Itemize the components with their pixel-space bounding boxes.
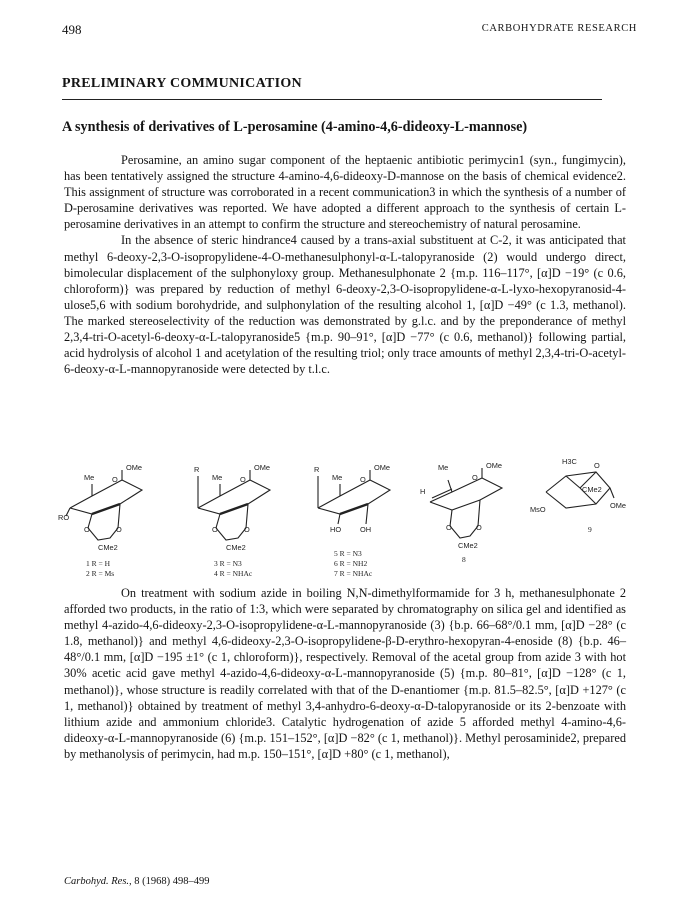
journal-name: CARBOHYDRATE RESEARCH (481, 23, 637, 34)
o-label: O (446, 523, 452, 532)
structure-3-4 (194, 463, 270, 578)
cme2-label: CMe2 (458, 541, 478, 550)
me-label: Me (84, 473, 95, 482)
ring-o-label: O (240, 475, 246, 484)
mso-label: MsO (530, 505, 546, 514)
compound-label-6: 6 R = NH2 (334, 559, 368, 568)
me-label: Me (212, 473, 223, 482)
ome-label: OMe (126, 463, 143, 472)
o-label: O (116, 525, 122, 534)
compound-label-2: 2 R = Ms (86, 569, 115, 578)
page-number: 498 (62, 22, 82, 37)
structure-scheme (58, 452, 627, 578)
h3c-label: H3C (562, 457, 577, 466)
footer-citation (64, 876, 210, 887)
ho-label: HO (330, 525, 342, 534)
structure-9 (530, 457, 626, 534)
ring-o-label: O (472, 473, 478, 482)
structure-1-2 (58, 463, 142, 578)
o-label: O (212, 525, 218, 534)
o-label: O (84, 525, 90, 534)
article-title: A synthesis of derivatives of L-perosamine (4-amino-4,6-dideoxy-L-mannose) (62, 119, 528, 135)
cme2-label: CMe2 (582, 485, 602, 494)
ome-label: OMe (374, 463, 391, 472)
body-text-bottom (64, 585, 626, 762)
r-label: R (314, 465, 320, 474)
cme2-label: CMe2 (98, 543, 118, 552)
ome-label: OMe (486, 461, 503, 470)
h-label: H (420, 487, 426, 496)
compound-label-9: 9 (588, 525, 592, 534)
o-label: O (244, 525, 250, 534)
compound-label-7: 7 R = NHAc (334, 569, 373, 578)
oh-label: OH (360, 525, 372, 534)
me-label: Me (332, 473, 343, 482)
compound-label-1: 1 R = H (86, 559, 111, 568)
ome-label: OMe (254, 463, 271, 472)
ring-o-label: O (360, 475, 366, 484)
compound-label-8: 8 (462, 555, 466, 564)
paragraph-3: On treatment with sodium azide in boiling N,N-dimethylformamide for 3 h, methanesulphonate 2 afforded two products, in the ratio of 1:3, which were separated by chromatography on silica gel and identified as methyl 4-azido-4,6-dideoxy-2,3-O-isopropylidene-α-L-mannopyranoside (3) {b.p. 66–68°/0.1 mm, [α]D −28° (c 1.8, methanol)} and methyl 4,6-dideoxy-2,3-O-isopropylidene-β-D-erythro-hexopyran-4-enoside (8) {b.p. 46–48°/0.1 mm, [α]D −195 ±1° (c 1, chloroform)}, respectively. Removal of the acetal group from azide 3 with hot 30% acetic acid gave methyl 4-azido-4,6-dideoxy-α-L-mannopyranoside (5) {m.p. 80–81°, [α]D −128° (c 1, methanol)}, whose structure is readily correlated with that of the D-enantiomer {m.p. 81.5–82.5°, [α]D +127° (c 1, methanol)} obtained by treatment of methyl 3,4-anhydro-6-deoxy-α-D-talopyranoside or its 2-benzoate with lithium azide and ammonium chloride3. Catalytic hydrogenation of azide 5 afforded methyl 4-amino-4,6-dideoxy-α-L-mannopyranoside (6) {m.p. 151–152°, [α]D −82° (c 1, methanol)}. Methyl perosaminide2, prepared by methanolysis of perimycin, had m.p. 150–151°, [α]D +80° (c 1, methanol), (64, 586, 626, 761)
compound-label-5: 5 R = N3 (334, 549, 362, 558)
structure-8 (420, 461, 502, 564)
section-title: PRELIMINARY COMMUNICATION (62, 76, 302, 91)
compound-label-3: 3 R = N3 (214, 559, 242, 568)
me-label: Me (438, 463, 449, 472)
body-text-top (64, 152, 626, 377)
ring-o-label: O (594, 461, 600, 470)
r-label: R (194, 465, 200, 474)
footer-journal: Carbohyd. Res., (64, 876, 132, 887)
running-header (62, 22, 637, 38)
compound-label-4: 4 R = NHAc (214, 569, 253, 578)
ro-label: RO (58, 513, 70, 522)
o-label: O (476, 523, 482, 532)
footer-volume: 8 (1968) 498–499 (134, 876, 210, 887)
ring-o-label: O (112, 475, 118, 484)
ome-label: OMe (610, 501, 627, 510)
cme2-label: CMe2 (226, 543, 246, 552)
paragraph-1: Perosamine, an amino sugar component of the heptaenic antibiotic perimycin1 (syn., fungimycin), has been tentatively assigned the structure 4-amino-4,6-dideoxy-D-mannose on the basis of chemical evidence2. This assignment of structure was corroborated in a recent communication3 in which the synthesis of a number of D-perosamine derivatives was reported. We have adopted a different approach to the synthesis of certain L-perosamine derivatives in an attempt to confirm the structure and stereochemistry of natural perosamine. (64, 153, 626, 232)
section-rule (62, 99, 602, 100)
paragraph-2: In the absence of steric hindrance4 caused by a trans-axial substituent at C-2, it was anticipated that methyl 6-deoxy-2,3-O-isopropylidene-4-O-methanesulphonyl-α-L-talopyranoside (2) would undergo direct, bimolecular displacement of the sulphonyloxy group. Methanesulphonate 2 {m.p. 116–117°, [α]D −19° (c 0.6, chloroform)} was prepared by reduction of methyl 6-deoxy-2,3-O-isopropylidene-α-L-lyxo-hexopyranosid-4-ulose5,6 with sodium borohydride, and sulphonylation of the resulting alcohol 1, [α]D −49° (c 1.3, methanol). The marked stereoselectivity of the reduction was demonstrated by g.l.c. and by the preponderance of methyl 2,3,4-tri-O-acetyl-6-deoxy-α-L-talopyranoside5 {m.p. 90–91°, [α]D −77° (c 0.6, methanol)} following partial, acid hydrolysis of alcohol 1 and acetylation of the resulting triol; only trace amounts of methyl 2,3,4-tri-O-acetyl-6-deoxy-α-L-mannopyranoside were detected by t.l.c. (64, 233, 626, 377)
structure-5-6-7 (314, 463, 390, 578)
